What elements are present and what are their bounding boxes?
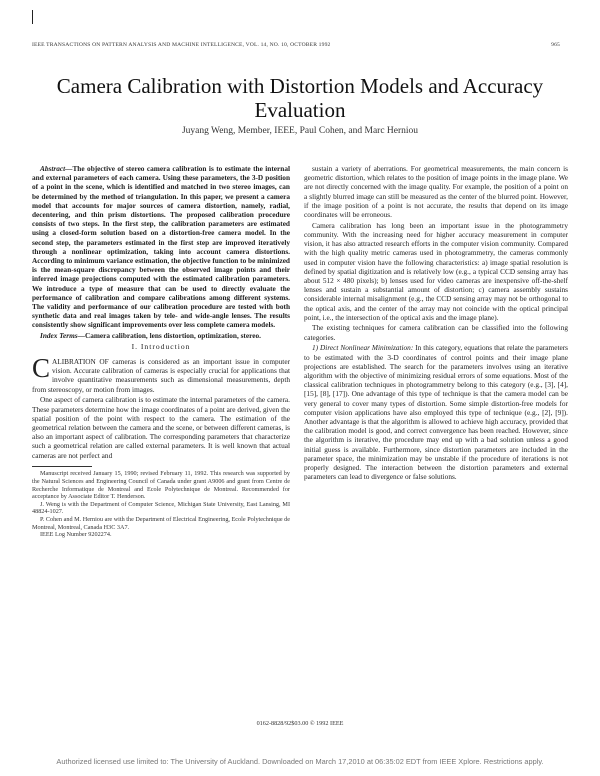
running-head [32,42,560,48]
footnotes [32,470,290,538]
intro-paragraph-1-text: ALIBRATION OF cameras is considered as an important issue in computer vision. Accurate calibration of cameras is especially crucial for applications that involve quantitative measurements such as dimensional measurements, depth from stereoscopy, or motion from images. [32,357,290,394]
footnote-author-weng: J. Weng is with the Department of Computer Science, Michigan State University, East Lansing, MI 48824-1027. [32,500,290,516]
right-paragraph-2: Camera calibration has long been an important issue in the photogrammetry community. With the increasing need for higher accuracy measurement in computer vision, it has also attracted research efforts in the computer vision community. Compared with the high quality metric cameras used in photogrammetry, the cameras commonly used in computer vision have the following characteristics: a) image spatial resolution is defined by spatial digitization and is relatively low (e.g., a typical CCD sensing array has about 512 × 480 pixels); b) lenses used for video cameras are inexpensive off-the-shelf lenses and sustain a substantial amount of distortion; c) camera assembly sustains considerable internal misalignment (e.g., the CCD sensing array may not be orthogonal to the optical axis, and the center of the array may not coincide with the optical principal point, i.e., the intersection of the optical axis and the image plane). [304,220,568,322]
copyright-line: 0162-8828/92$03.00 © 1992 IEEE [256,720,344,727]
right-paragraph-3: The existing techniques for camera calibration can be classified into the following categories. [304,323,568,342]
abstract-lead: Abstract— [40,164,73,173]
journal-name: IEEE TRANSACTIONS ON PATTERN ANALYSIS AND MACHINE INTELLIGENCE, VOL. 14, NO. 10, OCTOBER 1992 [32,42,331,48]
drop-cap: C [32,353,51,384]
footnote-rule [32,466,92,467]
license-notice: Authorized licensed use limited to: The University of Auckland. Downloaded on March 17,2010 at 06:35:02 EDT from IEEE Xplore. Restrictions apply. [56,757,544,766]
crop-mark [32,10,33,24]
page-number: 965 [551,42,560,48]
footnote-manuscript: Manuscript received January 15, 1990; revised February 11, 1992. This research was supported by the Natural Sciences and Engineering Council of Canada under grant A9006 and grant from Centre de Recherche Informatique de Montreal and Ecole Polytechnique de Montreal. Recommended for acceptance by Associate Editor T. Henderson. [32,470,290,501]
right-column [304,164,568,483]
author-list: Juyang Weng, Member, IEEE, Paul Cohen, and Marc Herniou [181,126,419,136]
footnote-log-number: IEEE Log Number 9202274. [40,531,112,539]
intro-paragraph-1 [32,353,290,394]
index-terms-lead: Index Terms— [40,331,85,341]
section-heading-introduction: I. Introduction [131,341,191,351]
subsection-title: 1) Direct Nonlinear Minimization: [312,343,414,353]
paper-title: Camera Calibration with Distortion Models and Accuracy Evaluation [56,74,544,122]
right-paragraph-4 [304,343,568,481]
footnote-authors-cohen-herniou: P. Cohen and M. Herniou are with the Department of Electrical Engineering, Ecole Polytechnique de Montreal, Montreal, Canada H3C 3A7. [32,516,290,531]
left-column [32,164,290,539]
abstract [32,164,290,330]
index-terms-text: Camera calibration, lens distortion, optimization, stereo. [84,331,261,341]
intro-paragraph-2: One aspect of camera calibration is to estimate the internal parameters of the camera. These parameters determine how the image coordinates of a point are derived, given the spatial position of the point with respect to the camera. The estimation of the geometrical relation between the camera and the scene, or between different cameras, is also an important aspect of calibration. The corresponding parameters that characterize such a geometrical relation are called external parameters. It is well known that actual cameras are not perfect and [32,395,290,460]
right-paragraph-4-text: In this category, equations that relate the parameters to be estimated with the 3-D coordinates of control points and their image plane projections are established. The search for the parameters involves using an iterative algorithm with the objective of minimizing residual errors of some equations. Most of the classical calibration techniques in photogrammetry belong to this category (e.g., [3], [4], [15], [8], [17]). One advantage of this type of technique is that the camera model can be very general to cover many types of distortion. Some simple distortion-free models for computer vision applications have also employed this type of technique (e.g., [2], [9]). Another advantage is that the algorithm is allowed to achieve high accuracy, provided that the calibration model is good, and correct convergence has been reached. However, since the algorithm is iterative, the procedure may end up with a bad solution unless a good initial guess is available. Furthermore, since distortion parameters are included in the parameter space, the minimization may be unstable if the procedure of iterations is not properly designed. The interaction between the distortion parameters and external parameters can lead to divergence or false solutions. [304,343,568,482]
index-terms [32,331,290,340]
abstract-text: The objective of stereo camera calibration is to estimate the internal and external parameters of each camera. Using these parameters, the 3-D position of a point in the scene, which is identified and matched in two stereo images, can be determined by the method of triangulation. In this paper, we present a camera model that accounts for major sources of camera distortion, namely, radial, decentering, and thin prism distortions. The proposed calibration procedure consists of two steps. In the first step, the calibration parameters are estimated using a closed-form solution based on a distortion-free camera model. In the second step, the parameters estimated in the first step are improved iteratively through a nonlinear optimization, taking into account camera distortions. According to minimum variance estimation, the objective function to be minimized is the mean-square discrepancy between the observed image points and their inferred image projections computed with the estimated calibration parameters. We introduce a type of measure that can be used to directly evaluate the performance of calibration and compare calibrations among different systems. The validity and performance of our calibration procedure are tested with both synthetic data and real images taken by tele- and wide-angle lenses. The results consistently show significant improvements over less complete camera models. [32,164,290,330]
right-paragraph-1: sustain a variety of aberrations. For geometrical measurements, the main concern is geometric distortion, which relates to the position of image points in the image plane. We are not directly concerned with the image quality. For example, the position of a point on a slightly blurred image can still be measured as the center of the blurred point. However, if the image position of a point is not accurate, the results that depend on its image coordinates will be erroneous. [304,164,568,220]
